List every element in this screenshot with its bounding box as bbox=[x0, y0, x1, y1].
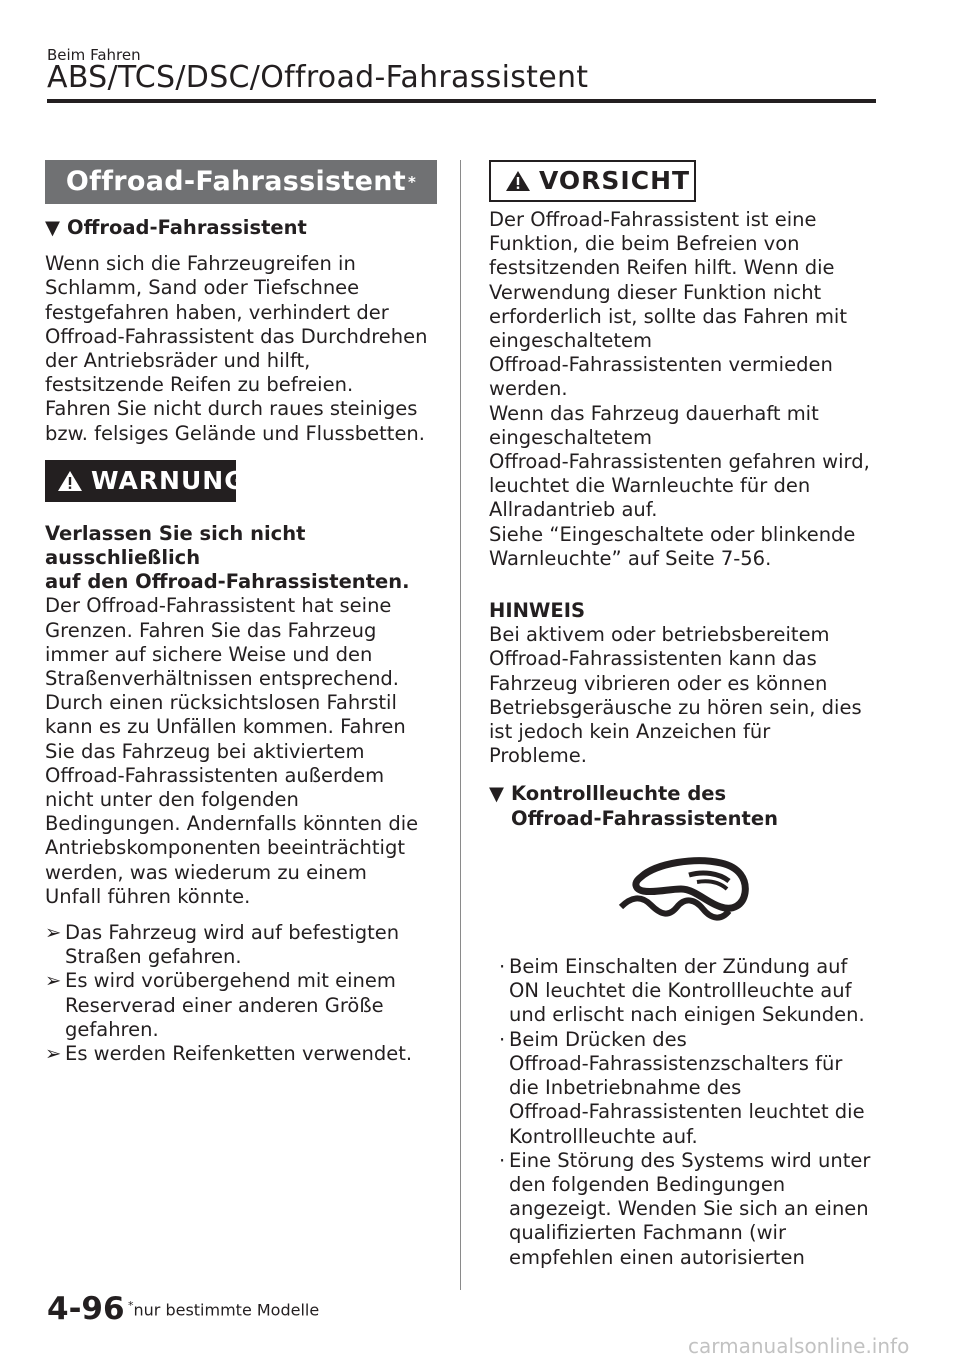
subheading-text: Offroad-Fahrassistent bbox=[67, 216, 307, 239]
list-item bbox=[499, 1028, 884, 1149]
list-item bbox=[45, 1042, 437, 1066]
list-item-text: Beim Drücken des Offroad-Fahrassistenzschalters für die Inbetriebnahme des Offroad-Fahrassistenten leuchtet die Kontrollleuchte auf. bbox=[509, 1027, 865, 1148]
bullet-dot-icon: · bbox=[499, 955, 506, 979]
list-item bbox=[45, 921, 437, 969]
bullet-dot-icon: · bbox=[499, 1027, 506, 1051]
subheading-offroad bbox=[45, 216, 437, 240]
warning-triangle-icon bbox=[57, 470, 83, 492]
warning-text: Der Offroad-Fahrassistent hat seine Grenzen. Fahren Sie das Fahrzeug immer auf sichere Weise und den Straßenverhältnissen entsprechend. Durch einen rücksichtslosen Fahrstil kann es zu Unfällen kommen. Fahren Sie das Fahrzeug bei aktiviertem Offroad-Fahrassistenten außerdem nicht unter den folgenden Bedingungen. Andernfalls könnten die Antriebskomponenten beeinträchtigt werden, was wiederum zu einem Unfall führen könnte. bbox=[45, 594, 419, 908]
footer-asterisk: * bbox=[128, 1299, 134, 1312]
subheading-indicator bbox=[489, 782, 884, 830]
triangle-marker-icon: ▼ bbox=[489, 782, 504, 806]
caution-label-box bbox=[489, 160, 696, 202]
watermark: carmanualsonline.info bbox=[688, 1334, 910, 1358]
footer-note-text: nur bestimmte Modelle bbox=[133, 1300, 320, 1320]
list-item-text: Eine Störung des Systems wird unter den folgenden Bedingungen angezeigt. Wenden Sie sich an einen qualifizierten Fachmann (wir empfehlen einen autorisierten bbox=[509, 1148, 871, 1269]
left-column bbox=[45, 160, 437, 1066]
list-item-text: Das Fahrzeug wird auf befestigten Straßen gefahren. bbox=[65, 921, 400, 969]
column-divider bbox=[460, 160, 461, 1290]
triangle-marker-icon: ▼ bbox=[45, 216, 60, 239]
list-item bbox=[499, 955, 884, 1028]
arrow-bullet-icon: ➢ bbox=[45, 1042, 62, 1066]
caution-triangle-icon bbox=[505, 170, 531, 192]
caution-label: VORSICHT bbox=[539, 165, 691, 195]
page-title: ABS/TCS/DSC/Offroad-Fahrassistent bbox=[47, 60, 589, 95]
subheading-text: Kontrollleuchte des Offroad-Fahrassistenten bbox=[511, 782, 778, 830]
footer-note bbox=[128, 1299, 319, 1319]
indicator-bullet-list bbox=[489, 955, 884, 1270]
header-rule bbox=[47, 99, 876, 103]
section-label: Beim Fahren bbox=[47, 46, 141, 64]
page-number: 4-96 bbox=[47, 1291, 125, 1327]
arrow-bullet-icon: ➢ bbox=[45, 969, 62, 993]
section-banner bbox=[45, 160, 437, 204]
list-item-text: Es werden Reifenketten verwendet. bbox=[65, 1042, 413, 1066]
list-item-text: Es wird vorübergehend mit einem Reserverad einer anderen Größe gefahren. bbox=[65, 969, 396, 1041]
banner-title: Offroad-Fahrassistent bbox=[65, 165, 406, 197]
note-text: Bei aktivem oder betriebsbereitem Offroad-Fahrassistenten kann das Fahrzeug vibrieren oder es können Betriebsgeräusche zu hören sein, dies ist jedoch kein Anzeichen für Probleme. bbox=[489, 623, 862, 768]
intro-paragraph: Wenn sich die Fahrzeugreifen in Schlamm, Sand oder Tiefschnee festgefahren haben, verhindert der Offroad-Fahrassistent das Durchdrehen der Antriebsräder und hilft, festsitzende Reifen zu befreien. Fahren Sie nicht durch raues steiniges bzw. felsiges Gelände und Flussbetten. bbox=[45, 252, 428, 445]
right-column bbox=[489, 160, 884, 1270]
list-item bbox=[499, 1149, 884, 1270]
list-item-text: Beim Einschalten der Zündung auf ON leuchtet die Kontrollleuchte auf und erlischt nach einigen Sekunden. bbox=[509, 955, 865, 1027]
caution-text: Der Offroad-Fahrassistent ist eine Funktion, die beim Befreien von festsitzenden Reifen hilft. Wenn die Verwendung dieser Funktion nicht erforderlich ist, sollte das Fahren mit eingeschaltetem Offroad-Fahrassistenten vermieden werden. Wenn das Fahrzeug dauerhaft mit eingeschaltetem Offroad-Fahrassistenten gefahren wird, leuchtet die Warnleuchte für den Allradantrieb auf. Siehe “Eingeschaltete oder blinkende Warnleuchte” auf Seite 7-56. bbox=[489, 208, 870, 570]
note-title: HINWEIS bbox=[489, 599, 586, 623]
list-item bbox=[45, 969, 437, 1042]
warning-label-box bbox=[45, 460, 246, 502]
bullet-dot-icon: · bbox=[499, 1148, 506, 1172]
warning-bold-text: Verlassen Sie sich nicht ausschließlich auf den Offroad-Fahrassistenten. bbox=[45, 521, 410, 594]
conditions-list bbox=[45, 921, 437, 1066]
warning-label: WARNUNG bbox=[91, 465, 246, 495]
arrow-bullet-icon: ➢ bbox=[45, 921, 62, 945]
offroad-indicator-icon bbox=[611, 849, 751, 929]
banner-asterisk: * bbox=[407, 172, 417, 191]
